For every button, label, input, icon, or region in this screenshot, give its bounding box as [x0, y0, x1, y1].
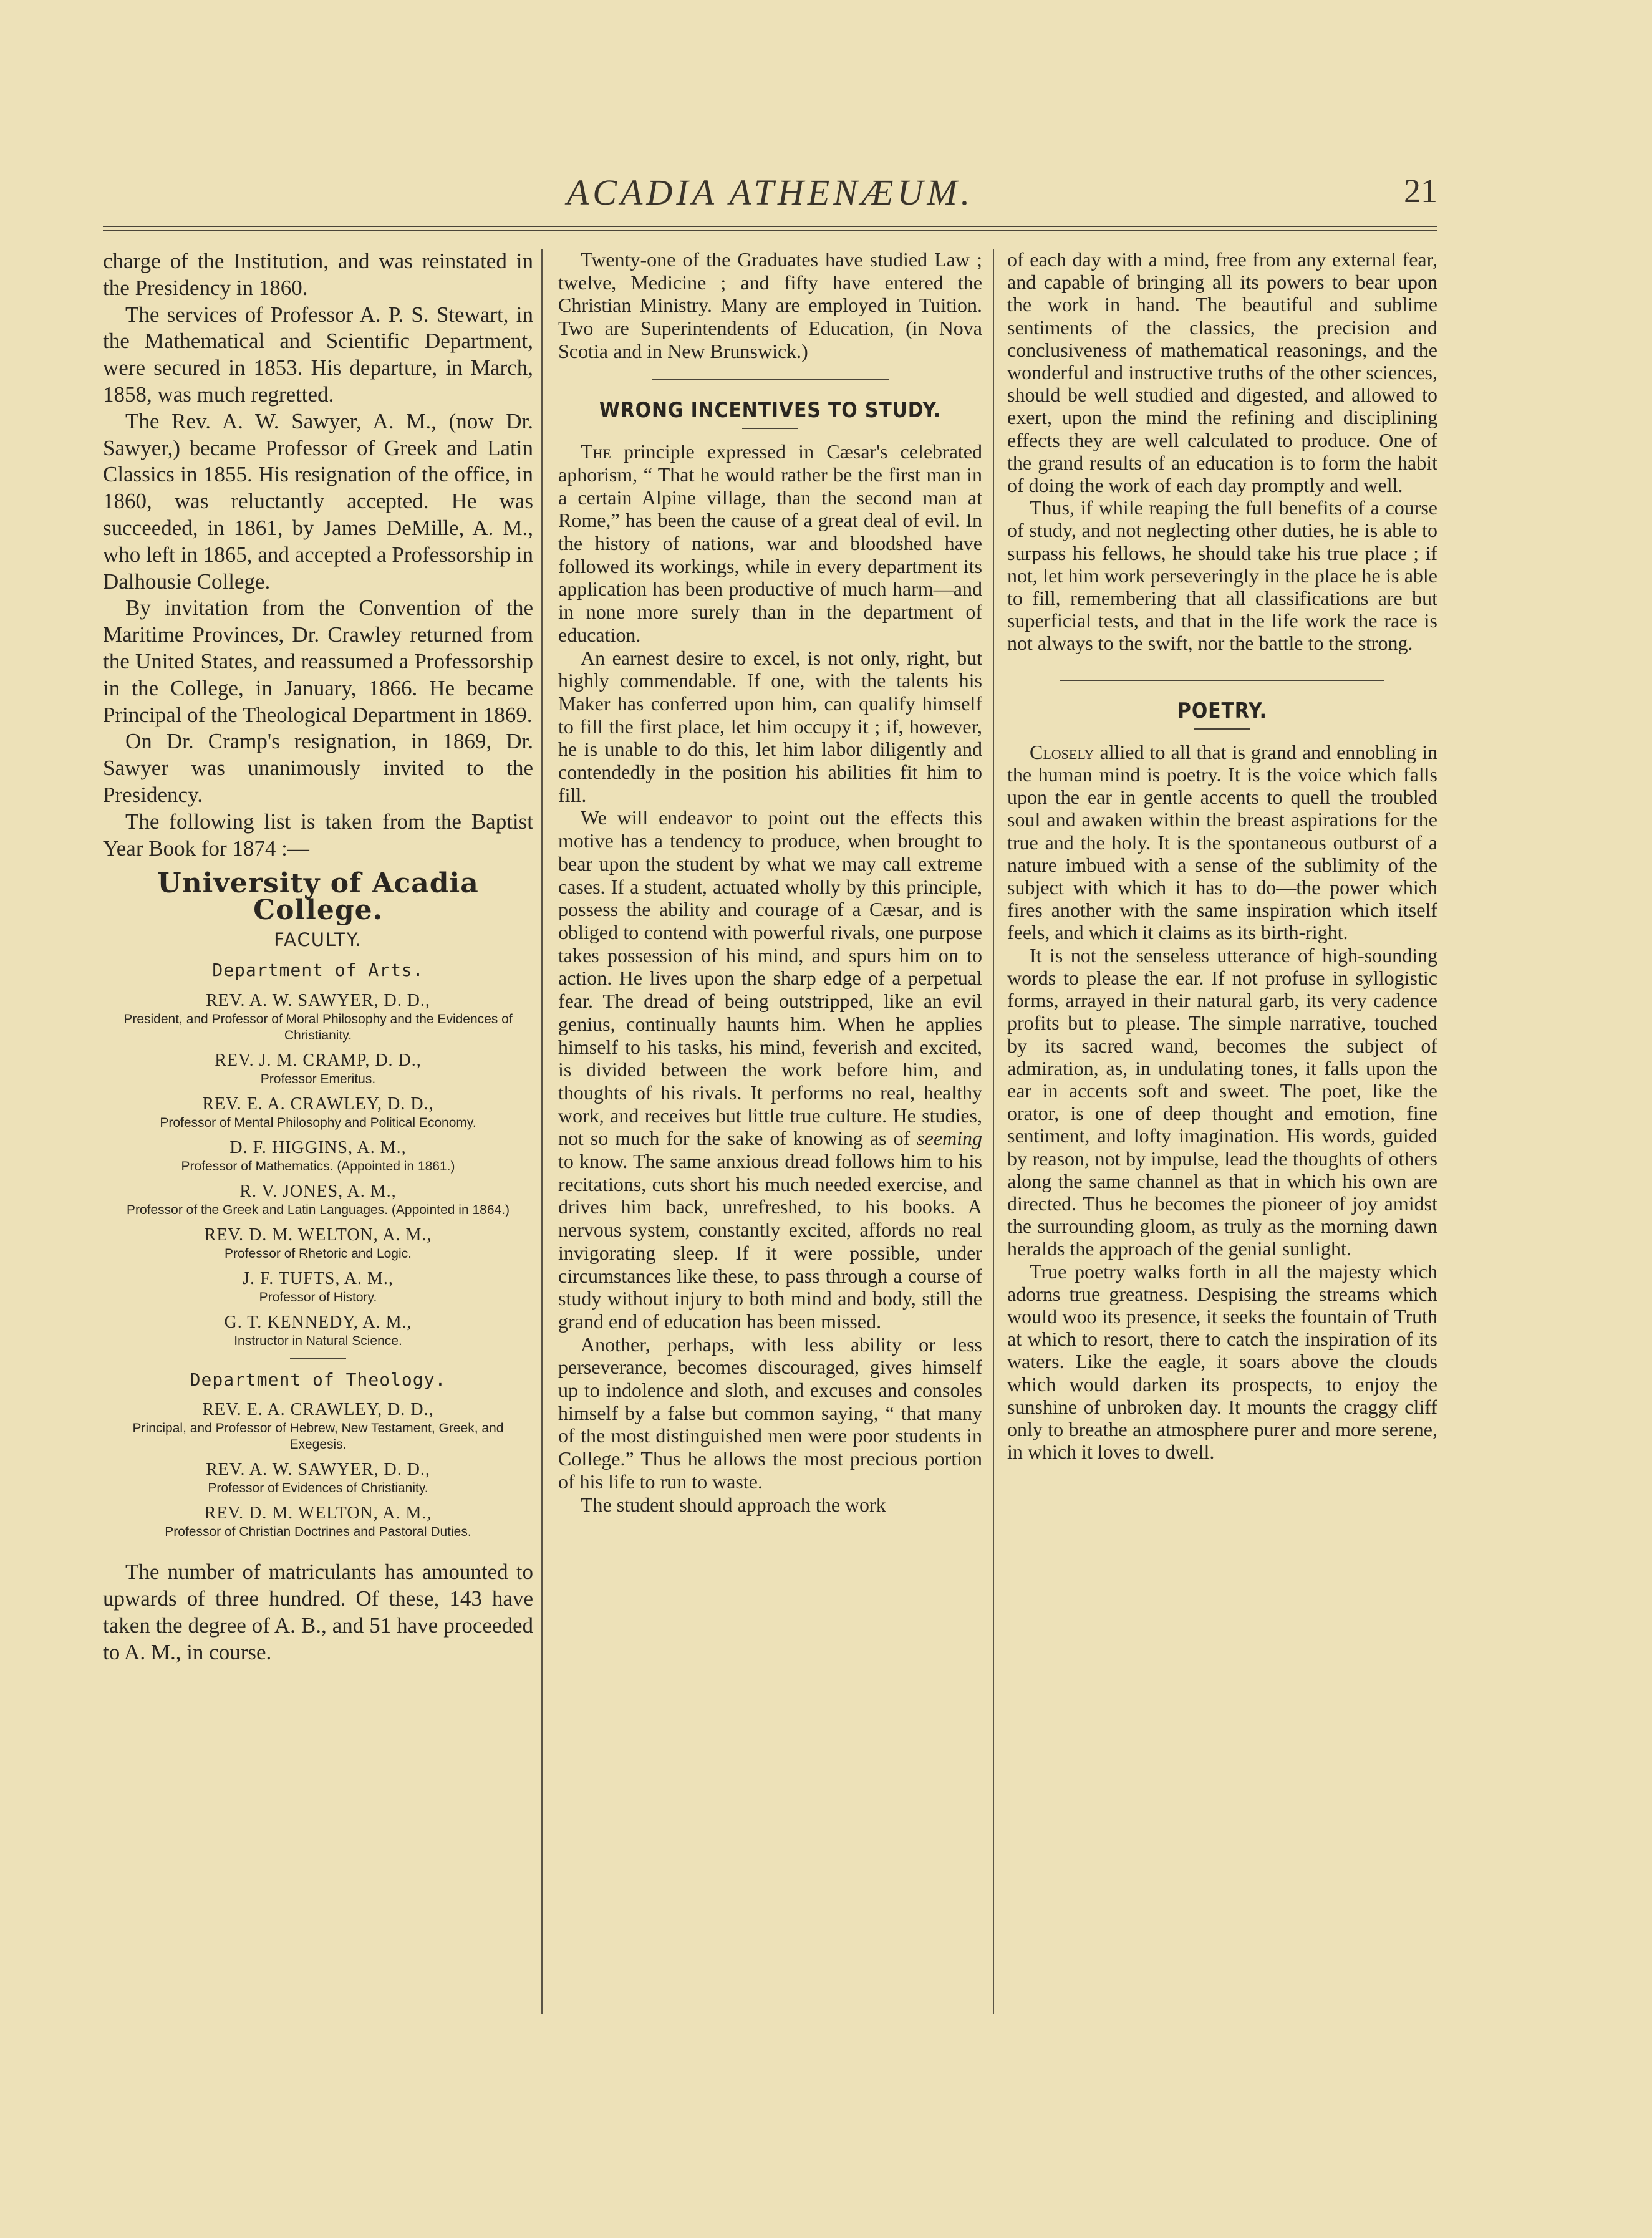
faculty-role: Professor of Evidences of Christianity.	[208, 1481, 428, 1496]
paragraph-text: We will endeavor to point out the effects this motive has a tendency to produce, when brought to bear upon the student by what we may call extreme cases. If a student, actuated wholly by this principle, possess the ability and courage of a Cæsar, and is obliged to contend with powerful rivals, one purpose takes possession of his mind, and spurs him on to action. He lives upon the sharp edge of a perpetual fear. The dread of being outstripped, like an evil genius, continually haunts him. When he applies himself to his tasks, his mind, feverish and excited, is divided between the work before him, and thoughts of his rivals. It performs no real, healthy work, and receives but little true culture. He studies, not so much for the sake of knowing as of	[558, 806, 982, 1150]
paragraph: The number of matriculants has amounted to upwards of three hundred. Of these, 143 have taken the degree of A. B., and 51 have proceeded to A. M., in course.	[103, 1560, 533, 1664]
faculty-name: REV. E. A. CRAWLEY, D. D.,	[202, 1400, 434, 1420]
faculty-role: Principal, and Professor of Hebrew, New Testament, Greek, and Exegesis.	[132, 1421, 504, 1452]
faculty-name: R. V. JONES, A. M.,	[239, 1181, 397, 1201]
faculty-name: REV. E. A. CRAWLEY, D. D.,	[202, 1094, 434, 1114]
faculty-entry	[103, 1050, 533, 1088]
paragraph: Twenty-one of the Graduates have studied Law ; twelve, Medicine ; and fifty have entered the Christian Ministry. Many are employed in Tuition. Two are Superintendents of Education, (in Nova Scotia and in New Brunswick.)	[558, 248, 982, 362]
section-divider	[1060, 680, 1384, 681]
column-2	[558, 248, 982, 2212]
heading-rule	[1194, 728, 1250, 730]
faculty-name: J. F. TUFTS, A. M.,	[243, 1268, 394, 1288]
faculty-entry	[103, 990, 533, 1044]
faculty-name: G. T. KENNEDY, A. M.,	[224, 1312, 412, 1332]
faculty-entry	[103, 1312, 533, 1349]
faculty-name: REV. A. W. SAWYER, D. D.,	[206, 990, 430, 1010]
faculty-name: REV. D. M. WELTON, A. M.,	[204, 1225, 432, 1245]
lead-word: Closely	[1030, 740, 1094, 763]
faculty-role: Professor of Mental Philosophy and Political Economy.	[160, 1115, 476, 1130]
paragraph: An earnest desire to excel, is not only, right, but highly commendable. If one, with the talents his Maker has conferred upon him, can qualify himself to fill the first place, let him occupy it ; if, however, he is unable to do this, let him labor diligently and contendedly in the position his abilities fit him to fill.	[558, 646, 982, 806]
paragraph-text: to know. The same anxious dread follows him to his recitations, cuts short his much needed exercise, and drives him back, unrefreshed, to his books. A nervous system, constantly excited, affords no real invigorating sleep. If it were possible, under circumstances like these, to pass through a course of study without injury to both mind and body, still the grand end of education has been missed.	[558, 1150, 982, 1333]
faculty-role: Professor of Mathematics. (Appointed in 1861.)	[181, 1159, 455, 1174]
article-heading: WRONG INCENTIVES TO STUDY.	[599, 397, 942, 423]
department-theology-heading: Department of Theology.	[190, 1369, 447, 1390]
faculty-heading: FACULTY.	[274, 928, 362, 950]
paragraph: of each day with a mind, free from any external fear, and capable of bringing all its powers to bear upon the work in hand. The beautiful and sublime sentiments of the classics, the precision and conclusiveness of mathematical reasonings, and the wonderful and instructive truths of the other sciences, should be well studied and digested, and allowed to exert, upon the mind the refining and disciplining effects they are well calculated to produce. One of the grand results of an education is to form the habit of doing the work of each day promptly and well.	[1007, 248, 1437, 497]
column-1	[103, 248, 533, 2212]
faculty-entry	[103, 1459, 533, 1497]
article-heading: POETRY.	[1177, 698, 1267, 723]
paragraph: The following list is taken from the Baptist Year Book for 1874 :—	[103, 809, 533, 861]
faculty-entry	[103, 1225, 533, 1262]
paragraph: The student should approach the work	[581, 1493, 886, 1516]
paragraph: Another, perhaps, with less ability or less perseverance, becomes discouraged, gives himself up to indolence and sloth, and excuses and consoles himself by a false but common saying, “ that many of the most distinguished men were poor students in College.” Thus he allows the most precious portion of his life to run to waste.	[558, 1333, 982, 1493]
paragraph: The Rev. A. W. Sawyer, A. M., (now Dr. Sawyer,) became Professor of Greek and Latin Classics in 1855. His resignation of the office, in 1860, was reluctantly accepted. He was succeeded, in 1861, by James DeMille, A. M., who left in 1865, and accepted a Professorship in Dalhousie College.	[103, 408, 533, 594]
heading-rule	[742, 428, 798, 429]
paragraph: It is not the senseless utterance of high-sounding words to please the ear. If not profuse in syllogistic forms, arrayed in their natural garb, its very cadence profits but to please. The simple narrative, touched by its sacred wand, becomes the subject of admiration, as, in undulating tones, it falls upon the ear in accents soft and sweet. The poet, like the orator, is one of deep thought and emotion, fine sentiment, and lofty imagination. His words, guided by reason, not by impulse, lead the thoughts of others along the same channel as that in which his own are directed. Thus he becomes the pioneer of joy amidst the surrounding gloom, as truly as the morning dawn heralds the approach of the genial sunlight.	[1007, 943, 1437, 1260]
faculty-name: REV. A. W. SAWYER, D. D.,	[206, 1460, 430, 1480]
paragraph	[558, 806, 982, 1333]
lead-word: The	[581, 440, 611, 463]
italic-word: seeming	[917, 1127, 982, 1150]
faculty-name: REV. D. M. WELTON, A. M.,	[204, 1503, 432, 1523]
faculty-entry	[103, 1137, 533, 1175]
faculty-entry	[103, 1094, 533, 1131]
section-divider	[290, 1358, 346, 1359]
masthead-rule	[103, 226, 1437, 231]
section-divider	[652, 379, 889, 380]
faculty-role: President, and Professor of Moral Philosophy and the Evidences of Christianity.	[123, 1011, 513, 1043]
faculty-role: Professor of Rhetoric and Logic.	[225, 1246, 412, 1261]
column-3	[1007, 248, 1437, 2212]
paragraph: charge of the Institution, and was reinstated in the Presidency in 1860.	[103, 249, 533, 300]
paragraph	[558, 440, 982, 646]
column-divider-2	[993, 249, 994, 2014]
paragraph: By invitation from the Convention of the Maritime Provinces, Dr. Crawley returned from the United States, and reassumed a Professorship in the College, in January, 1866. He became Principal of the Theological Department in 1869.	[103, 596, 533, 727]
paragraph-text: principle expressed in Cæsar's celebrated aphorism, “ That he would rather be the first man in a certain Alpine village, than the second man at Rome,” has been the cause of a great deal of evil. In the history of nations, war and bloodshed have followed its workings, while in every department its application has been productive of much harm—and in none more surely than in the department of education.	[558, 440, 982, 646]
faculty-role: Professor of Christian Doctrines and Pastoral Duties.	[165, 1525, 471, 1540]
masthead	[103, 168, 1437, 218]
faculty-name: D. F. HIGGINS, A. M.,	[229, 1137, 407, 1157]
university-heading: University of Acadia College.	[157, 867, 479, 927]
faculty-entry	[103, 1503, 533, 1540]
paragraph: On Dr. Cramp's resignation, in 1869, Dr. Sawyer was unanimously invited to the Presidency.	[103, 729, 533, 807]
faculty-role: Professor of History.	[259, 1290, 377, 1305]
paragraph: Thus, if while reaping the full benefits of a course of study, and not neglecting other duties, he is able to surpass his fellows, he should take his true place ; if not, let him work perseveringly in the place he is able to fill, remembering that all classifications are but superficial tests, and that in the life work the race is not always to the swift, nor the battle to the strong.	[1007, 496, 1437, 655]
paragraph: True poetry walks forth in all the majesty which adorns true greatness. Despising the streams which would woo its presence, it seeks the fountain of Truth at which to resort, there to catch the inspiration of its waters. Like the eagle, it soars above the clouds which would darken its prospects, to enjoy the sunshine of unbroken day. It mounts the craggy cliff only to breathe an atmosphere purer and more serene, in which it loves to dwell.	[1007, 1260, 1437, 1464]
faculty-entry	[103, 1399, 533, 1453]
publication-title: ACADIA ATHENÆUM.	[566, 172, 974, 213]
faculty-name: REV. J. M. CRAMP, D. D.,	[215, 1050, 422, 1070]
column-divider-1	[541, 249, 543, 2014]
faculty-role: Professor of the Greek and Latin Languages. (Appointed in 1864.)	[126, 1202, 510, 1217]
paragraph	[1007, 741, 1437, 944]
paragraph-text: allied to all that is grand and ennobling in the human mind is poetry. It is the voice which falls upon the ear in gentle accents to quell the troubled soul and awaken within the breast aspirations for the true and the holy. It is the spontaneous outburst of a nature imbued with a sense of the sublimity of the subject with which it has to do—the power which fires another with the same inspiration which itself feels, and which it claims as its birth-right.	[1007, 740, 1437, 944]
paragraph: The services of Professor A. P. S. Stewart, in the Mathematical and Scientific Department, were secured in 1853. His departure, in March, 1858, was much regretted.	[103, 302, 533, 407]
faculty-role: Instructor in Natural Science.	[234, 1333, 402, 1348]
department-arts-heading: Department of Arts.	[212, 959, 424, 980]
faculty-entry	[103, 1268, 533, 1306]
faculty-role: Professor Emeritus.	[260, 1071, 376, 1086]
page-number: 21	[1404, 172, 1437, 210]
faculty-entry	[103, 1181, 533, 1218]
